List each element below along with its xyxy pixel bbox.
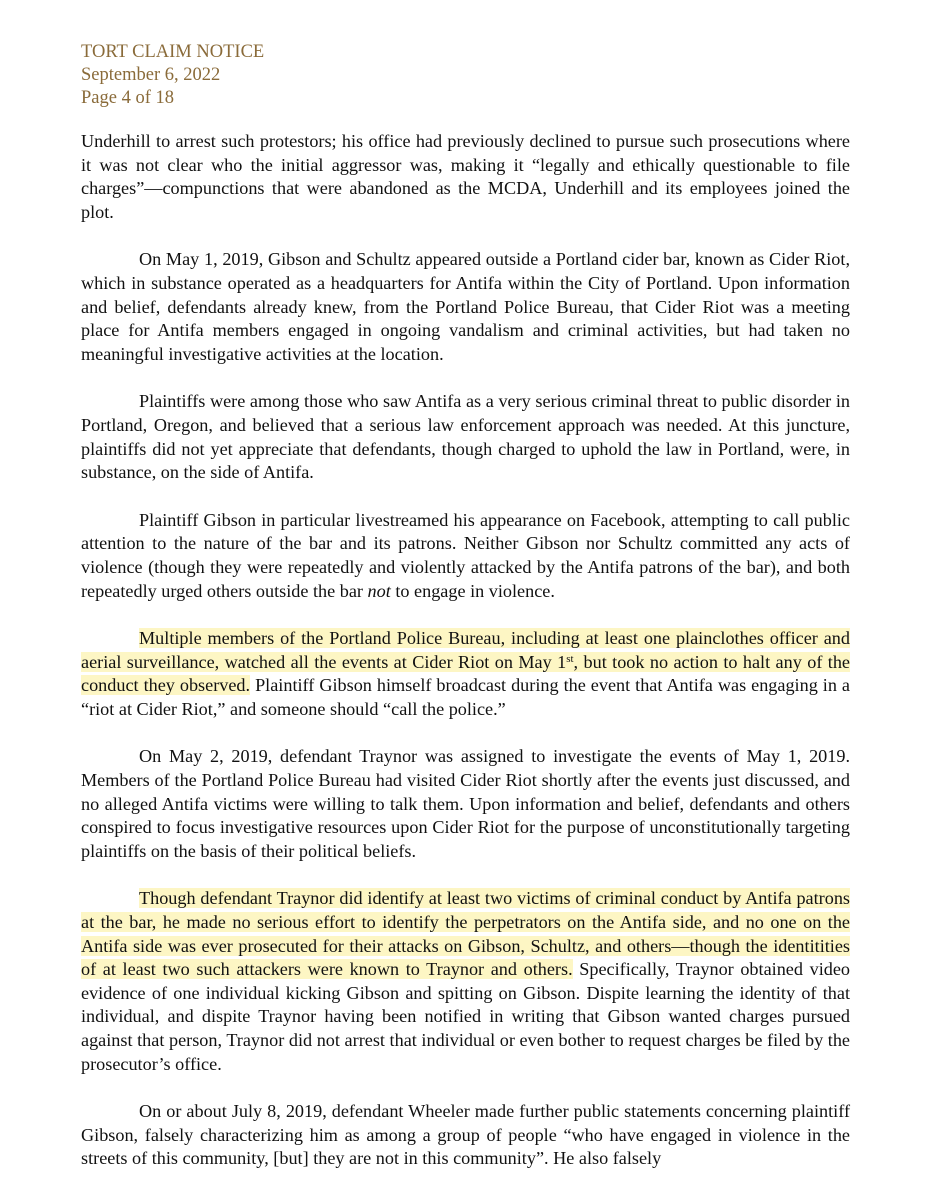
paragraph-8: On or about July 8, 2019, defendant Wheeler made further public statements concerning plaintiff Gibson, falsely characterizing him as among a group of people “who have engaged in violence in the streets of this community, [but] they are not in this community”. He also falsely [81,1101,850,1169]
paragraph-4-text-b: to engage in violence. [390,580,555,601]
paragraph-2: On May 1, 2019, Gibson and Schultz appeared outside a Portland cider bar, known as Cider Riot, which in substance operated as a headquarters for Antifa within the City of Portland. Upon information and belief, defendants already knew, from the Portland Police Bureau, that Cider Riot was a meeting place for Antifa members engaged in ongoing vandalism and criminal activities, but had taken no meaningful investigative activities at the location. [81,249,850,364]
paragraph-4-text-a: Plaintiff Gibson in particular livestreamed his appearance on Facebook, attempting to call public attention to the nature of the bar and its patrons. Neither Gibson nor Schultz committed any acts of violence (though they were repeatedly and violently attacked by the Antifa patrons of the bar), and both repeatedly urged others outside the bar [81,509,850,601]
highlighted-text-traynor: Though defendant Traynor did identify at least two victims of criminal conduct by Antifa patrons at the bar, he made no serious effort to identify the perpetrators on the Antifa side, and no one on the Antifa side was ever prosecuted for their attacks on Gibson, Schultz, and others—though the identitities of at least two such attackers were known to Traynor and others. [81,888,850,980]
page-header [81,41,264,110]
paragraph-4 [81,509,850,603]
paragraph-5-text: Plaintiff Gibson himself broadcast during the event that Antifa was engaging in a “riot at Cider Riot,” and someone should “call the police.” [81,675,850,719]
paragraph-7-text: Specifically, Traynor obtained video evidence of one individual kicking Gibson and spitting on Gibson. Dispite learning the identity of that individual, and dispite Traynor having been notified in writing that Gibson wanted charges pursued against that person, Traynor did not arrest that individual or even bother to request charges be filed by the prosecutor’s office. [81,959,851,1074]
paragraph-4-emphasis: not [367,580,391,601]
header-title: TORT CLAIM NOTICE [81,42,265,62]
document-body [81,130,850,1195]
paragraph-3: Plaintiffs were among those who saw Antifa as a very serious criminal threat to public disorder in Portland, Oregon, and believed that a serious law enforcement approach was needed. At this juncture, plaintiffs did not yet appreciate that defendants, though charged to uphold the law in Portland, were, in substance, on the side of Antifa. [81,391,850,483]
header-date: September 6, 2022 [81,65,221,85]
ordinal-suffix: st [566,652,574,665]
paragraph-1: Underhill to arrest such protestors; his office had previously declined to pursue such prosecutions where it was not clear who the initial aggressor was, making it “legally and ethically questionable to file charges”—compunctions that were abandoned as the MCDA, Underhill and its employees joined the plot. [81,131,850,222]
header-page-number: Page 4 of 18 [81,88,174,108]
paragraph-6: On May 2, 2019, defendant Traynor was assigned to investigate the events of May 1, 2019. Members of the Portland Police Bureau had visited Cider Riot shortly after the events just discussed, and no alleged Antifa victims were willing to talk them. Upon information and belief, defendants and others conspired to focus investigative resources upon Cider Riot for the purpose of unconstitutionally targeting plaintiffs on the basis of their political beliefs. [81,746,850,861]
paragraph-5-highlight-b: , but took no action to halt any of the conduct they observed. [81,651,850,696]
paragraph-7 [81,887,850,1076]
paragraph-5 [81,627,850,721]
paragraph-5-highlight-a: Multiple members of the Portland Police Bureau, including at least one plainclothes officer and aerial surveillance, watched all the events at Cider Riot on May 1 [81,628,850,672]
